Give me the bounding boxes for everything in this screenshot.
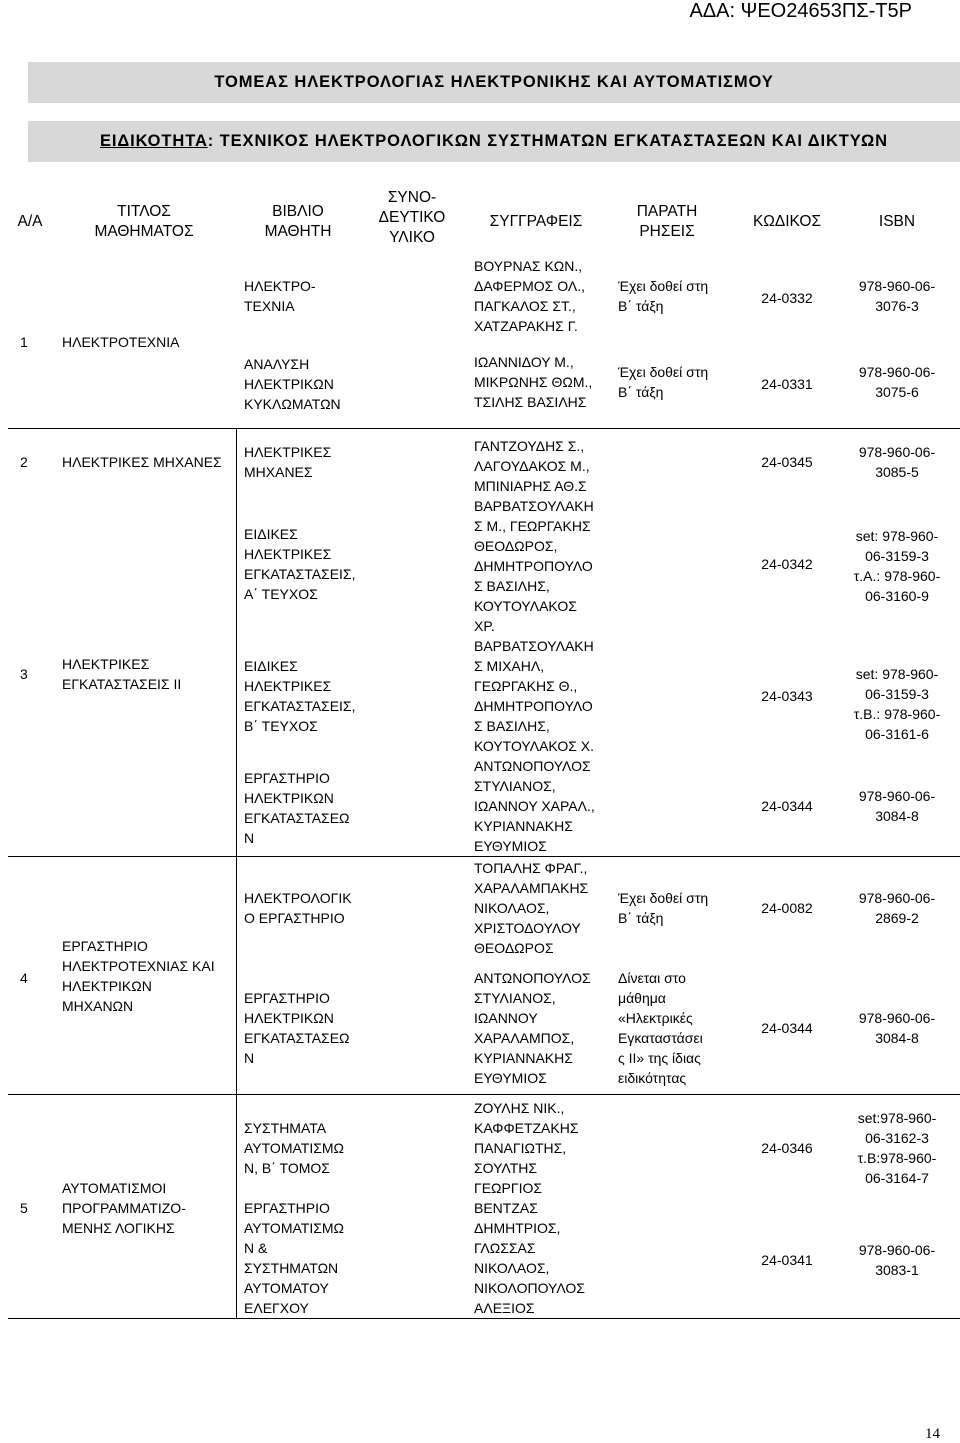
book-code: 24-0082 <box>761 900 813 916</box>
table-rule <box>8 856 960 857</box>
book-isbn: 978-960-06- 3076-3 <box>858 278 936 314</box>
book-notes: Δίνεται στο μάθημα «Ηλεκτρικές Εγκαταστάσει ς ΙΙ» της ίδιας ειδικότητας <box>618 970 703 1086</box>
group-number: 4 <box>20 970 28 986</box>
group-number: 5 <box>20 1200 28 1216</box>
course-title: ΕΡΓΑΣΤΗΡΙΟ ΗΛΕΚΤΡΟΤΕΧΝΙΑΣ ΚΑΙ ΗΛΕΚΤΡΙΚΩΝ ΜΗΧΑΝΩΝ <box>62 938 215 1014</box>
header-course: ΤΙΤΛΟΣ ΜΑΘΗΜΑΤΟΣ <box>94 203 194 240</box>
book-code: 24-0346 <box>761 1140 813 1156</box>
book-authors: ΑΝΤΩΝΟΠΟΥΛΟΣ ΣΤΥΛΙΑΝΟΣ, ΙΩΑΝΝΟΥ ΧΑΡΑΛΑΜΠΟΣ, ΚΥΡΙΑΝΝΑΚΗΣ ΕΥΘΥΜΙΟΣ <box>474 970 591 1086</box>
book-title: ΑΝΑΛΥΣΗ ΗΛΕΚΤΡΙΚΩΝ ΚΥΚΛΩΜΑΤΩΝ <box>244 356 341 412</box>
book-isbn: set:978-960- 06-3162-3 τ.Β:978-960- 06-3164-7 <box>857 1110 937 1186</box>
book-isbn: 978-960-06- 3085-5 <box>858 444 936 480</box>
header-code: ΚΩΔΙΚΟΣ <box>752 213 822 230</box>
course-title: ΗΛΕΚΤΡΟΤΕΧΝΙΑ <box>62 334 180 350</box>
header-isbn: ISBN <box>878 213 916 230</box>
book-authors: ΓΑΝΤΖΟΥΔΗΣ Σ., ΛΑΓΟΥΔΑΚΟΣ Μ., ΜΠΙΝΙΑΡΗΣ ΑΘ.Σ <box>474 438 590 494</box>
course-title: ΑΥΤΟΜΑΤΙΣΜΟΙ ΠΡΟΓΡΑΜΜΑΤΙΖΟ- ΜΕΝΗΣ ΛΟΓΙΚΗΣ <box>62 1180 186 1236</box>
table-rule <box>8 1094 960 1095</box>
book-isbn: set: 978-960- 06-3159-3 τ.Α.: 978-960- 06-3160-9 <box>853 528 941 604</box>
table-rule <box>8 1318 960 1319</box>
book-title: ΕΡΓΑΣΤΗΡΙΟ ΑΥΤΟΜΑΤΙΣΜΩ Ν & ΣΥΣΤΗΜΑΤΩΝ ΑΥΤΟΜΑΤΟΥ ΕΛΕΓΧΟΥ <box>244 1200 345 1316</box>
book-code: 24-0344 <box>761 798 813 814</box>
book-code: 24-0342 <box>761 556 813 572</box>
book-authors: ΒΟΥΡΝΑΣ ΚΩΝ., ΔΑΦΕΡΜΟΣ ΟΛ., ΠΑΓΚΑΛΟΣ ΣΤ., ΧΑΤΖΑΡΑΚΗΣ Γ. <box>474 258 585 334</box>
table-rule <box>8 428 960 429</box>
book-authors: ΙΩΑΝΝΙΔΟΥ Μ., ΜΙΚΡΩΝΗΣ ΘΩΜ., ΤΣΙΛΗΣ ΒΑΣΙΛΗΣ <box>474 354 593 410</box>
book-authors: ΑΝΤΩΝΟΠΟΥΛΟΣ ΣΤΥΛΙΑΝΟΣ, ΙΩΑΝΝΟΥ ΧΑΡΑΛ., ΚΥΡΙΑΝΝΑΚΗΣ ΕΥΘΥΜΙΟΣ <box>474 758 595 854</box>
book-title: ΕΡΓΑΣΤΗΡΙΟ ΗΛΕΚΤΡΙΚΩΝ ΕΓΚΑΤΑΣΤΑΣΕΩ Ν <box>244 770 350 846</box>
header-authors: ΣΥΓΓΡΑΦΕΙΣ <box>489 213 583 230</box>
book-code: 24-0341 <box>761 1252 813 1268</box>
group-number: 2 <box>20 454 28 470</box>
document-id: ΑΔΑ: ΨΕΟ24653ΠΣ-Τ5Ρ <box>689 0 912 22</box>
book-title: ΕΡΓΑΣΤΗΡΙΟ ΗΛΕΚΤΡΙΚΩΝ ΕΓΚΑΤΑΣΤΑΣΕΩ Ν <box>244 990 350 1066</box>
book-title: ΕΙΔΙΚΕΣ ΗΛΕΚΤΡΙΚΕΣ ΕΓΚΑΤΑΣΤΑΣΕΙΣ, Α΄ ΤΕΥΧΟΣ <box>244 526 356 602</box>
specialty-banner <box>28 121 960 162</box>
specialty-value: : ΤΕΧΝΙΚΟΣ ΗΛΕΚΤΡΟΛΟΓΙΚΩΝ ΣΥΣΤΗΜΑΤΩΝ ΕΓΚΑΤΑΣΤΑΣΕΩΝ ΚΑΙ ΔΙΚΤΥΩΝ <box>207 132 889 150</box>
course-title: ΗΛΕΚΤΡΙΚΕΣ ΜΗΧΑΝΕΣ <box>62 454 222 470</box>
book-notes: Έχει δοθεί στη Β΄ τάξη <box>618 278 709 314</box>
book-isbn: set: 978-960- 06-3159-3 τ.Β.: 978-960- 06-3161-6 <box>853 666 941 742</box>
header-aa: Α/Α <box>17 213 43 230</box>
book-isbn: 978-960-06- 3084-8 <box>858 788 936 824</box>
book-title: ΗΛΕΚΤΡΟ- ΤΕΧΝΙΑ <box>244 278 316 314</box>
book-isbn: 978-960-06- 3075-6 <box>858 364 936 400</box>
sector-title: ΤΟΜΕΑΣ ΗΛΕΚΤΡΟΛΟΓΙΑΣ ΗΛΕΚΤΡΟΝΙΚΗΣ ΚΑΙ ΑΥΤΟΜΑΤΙΣΜΟΥ <box>28 62 960 103</box>
book-authors: ΖΟΥΛΗΣ ΝΙΚ., ΚΑΦΦΕΤΖΑΚΗΣ ΠΑΝΑΓΙΩΤΗΣ, ΣΟΥΛΤΗΣ ΓΕΩΡΓΙΟΣ <box>474 1100 579 1196</box>
group-number: 3 <box>20 666 28 682</box>
specialty-label: ΕΙΔΙΚΟΤΗΤΑ <box>99 132 208 150</box>
header-book: ΒΙΒΛΙΟ ΜΑΘΗΤΗ <box>264 203 332 240</box>
book-title: ΗΛΕΚΤΡΟΛΟΓΙΚ Ο ΕΡΓΑΣΤΗΡΙΟ <box>244 890 352 926</box>
header-notes: ΠΑΡΑΤΗ ΡΗΣΕΙΣ <box>636 203 698 240</box>
book-title: ΕΙΔΙΚΕΣ ΗΛΕΚΤΡΙΚΕΣ ΕΓΚΑΤΑΣΤΑΣΕΙΣ, Β΄ ΤΕΥΧΟΣ <box>244 658 356 734</box>
group-number: 1 <box>20 334 28 350</box>
book-code: 24-0345 <box>761 454 813 470</box>
book-notes: Έχει δοθεί στη Β΄ τάξη <box>618 364 709 400</box>
book-code: 24-0331 <box>761 376 813 392</box>
header-supplementary: ΣΥΝΟ- ΔΕΥΤΙΚΟ ΥΛΙΚΟ <box>378 189 446 246</box>
book-code: 24-0332 <box>761 290 813 306</box>
book-isbn: 978-960-06- 3084-8 <box>858 1010 936 1046</box>
book-title: ΣΥΣΤΗΜΑΤΑ ΑΥΤΟΜΑΤΙΣΜΩ Ν, Β΄ ΤΟΜΟΣ <box>244 1120 345 1176</box>
book-code: 24-0344 <box>761 1020 813 1036</box>
book-authors: ΒΕΝΤΖΑΣ ΔΗΜΗΤΡΙΟΣ, ΓΛΩΣΣΑΣ ΝΙΚΟΛΑΟΣ, ΝΙΚΟΛΟΠΟΥΛΟΣ ΑΛΕΞΙΟΣ <box>474 1200 585 1316</box>
course-title: ΗΛΕΚΤΡΙΚΕΣ ΕΓΚΑΤΑΣΤΑΣΕΙΣ ΙΙ <box>62 656 182 692</box>
book-code: 24-0343 <box>761 688 813 704</box>
book-isbn: 978-960-06- 2869-2 <box>858 890 936 926</box>
book-notes: Έχει δοθεί στη Β΄ τάξη <box>618 890 709 926</box>
page-number: 14 <box>925 1426 940 1442</box>
book-authors: ΒΑΡΒΑΤΣΟΥΛΑΚΗ Σ ΜΙΧΑΗΛ, ΓΕΩΡΓΑΚΗΣ Θ., ΔΗΜΗΤΡΟΠΟΥΛΟ Σ ΒΑΣΙΛΗΣ, ΚΟΥΤΟΥΛΑΚΟΣ Χ. <box>474 638 594 754</box>
book-authors: ΤΟΠΑΛΗΣ ΦΡΑΓ., ΧΑΡΑΛΑΜΠΑΚΗΣ ΝΙΚΟΛΑΟΣ, ΧΡΙΣΤΟΔΟΥΛΟΥ ΘΕΟΔΩΡΟΣ <box>474 860 589 956</box>
column-rule <box>236 428 237 1318</box>
book-authors: ΒΑΡΒΑΤΣΟΥΛΑΚΗ Σ Μ., ΓΕΩΡΓΑΚΗΣ ΘΕΟΔΩΡΟΣ, ΔΗΜΗΤΡΟΠΟΥΛΟ Σ ΒΑΣΙΛΗΣ, ΚΟΥΤΟΥΛΑΚΟΣ ΧΡ. <box>474 498 594 634</box>
book-title: ΗΛΕΚΤΡΙΚΕΣ ΜΗΧΑΝΕΣ <box>244 444 332 480</box>
book-isbn: 978-960-06- 3083-1 <box>858 1242 936 1278</box>
